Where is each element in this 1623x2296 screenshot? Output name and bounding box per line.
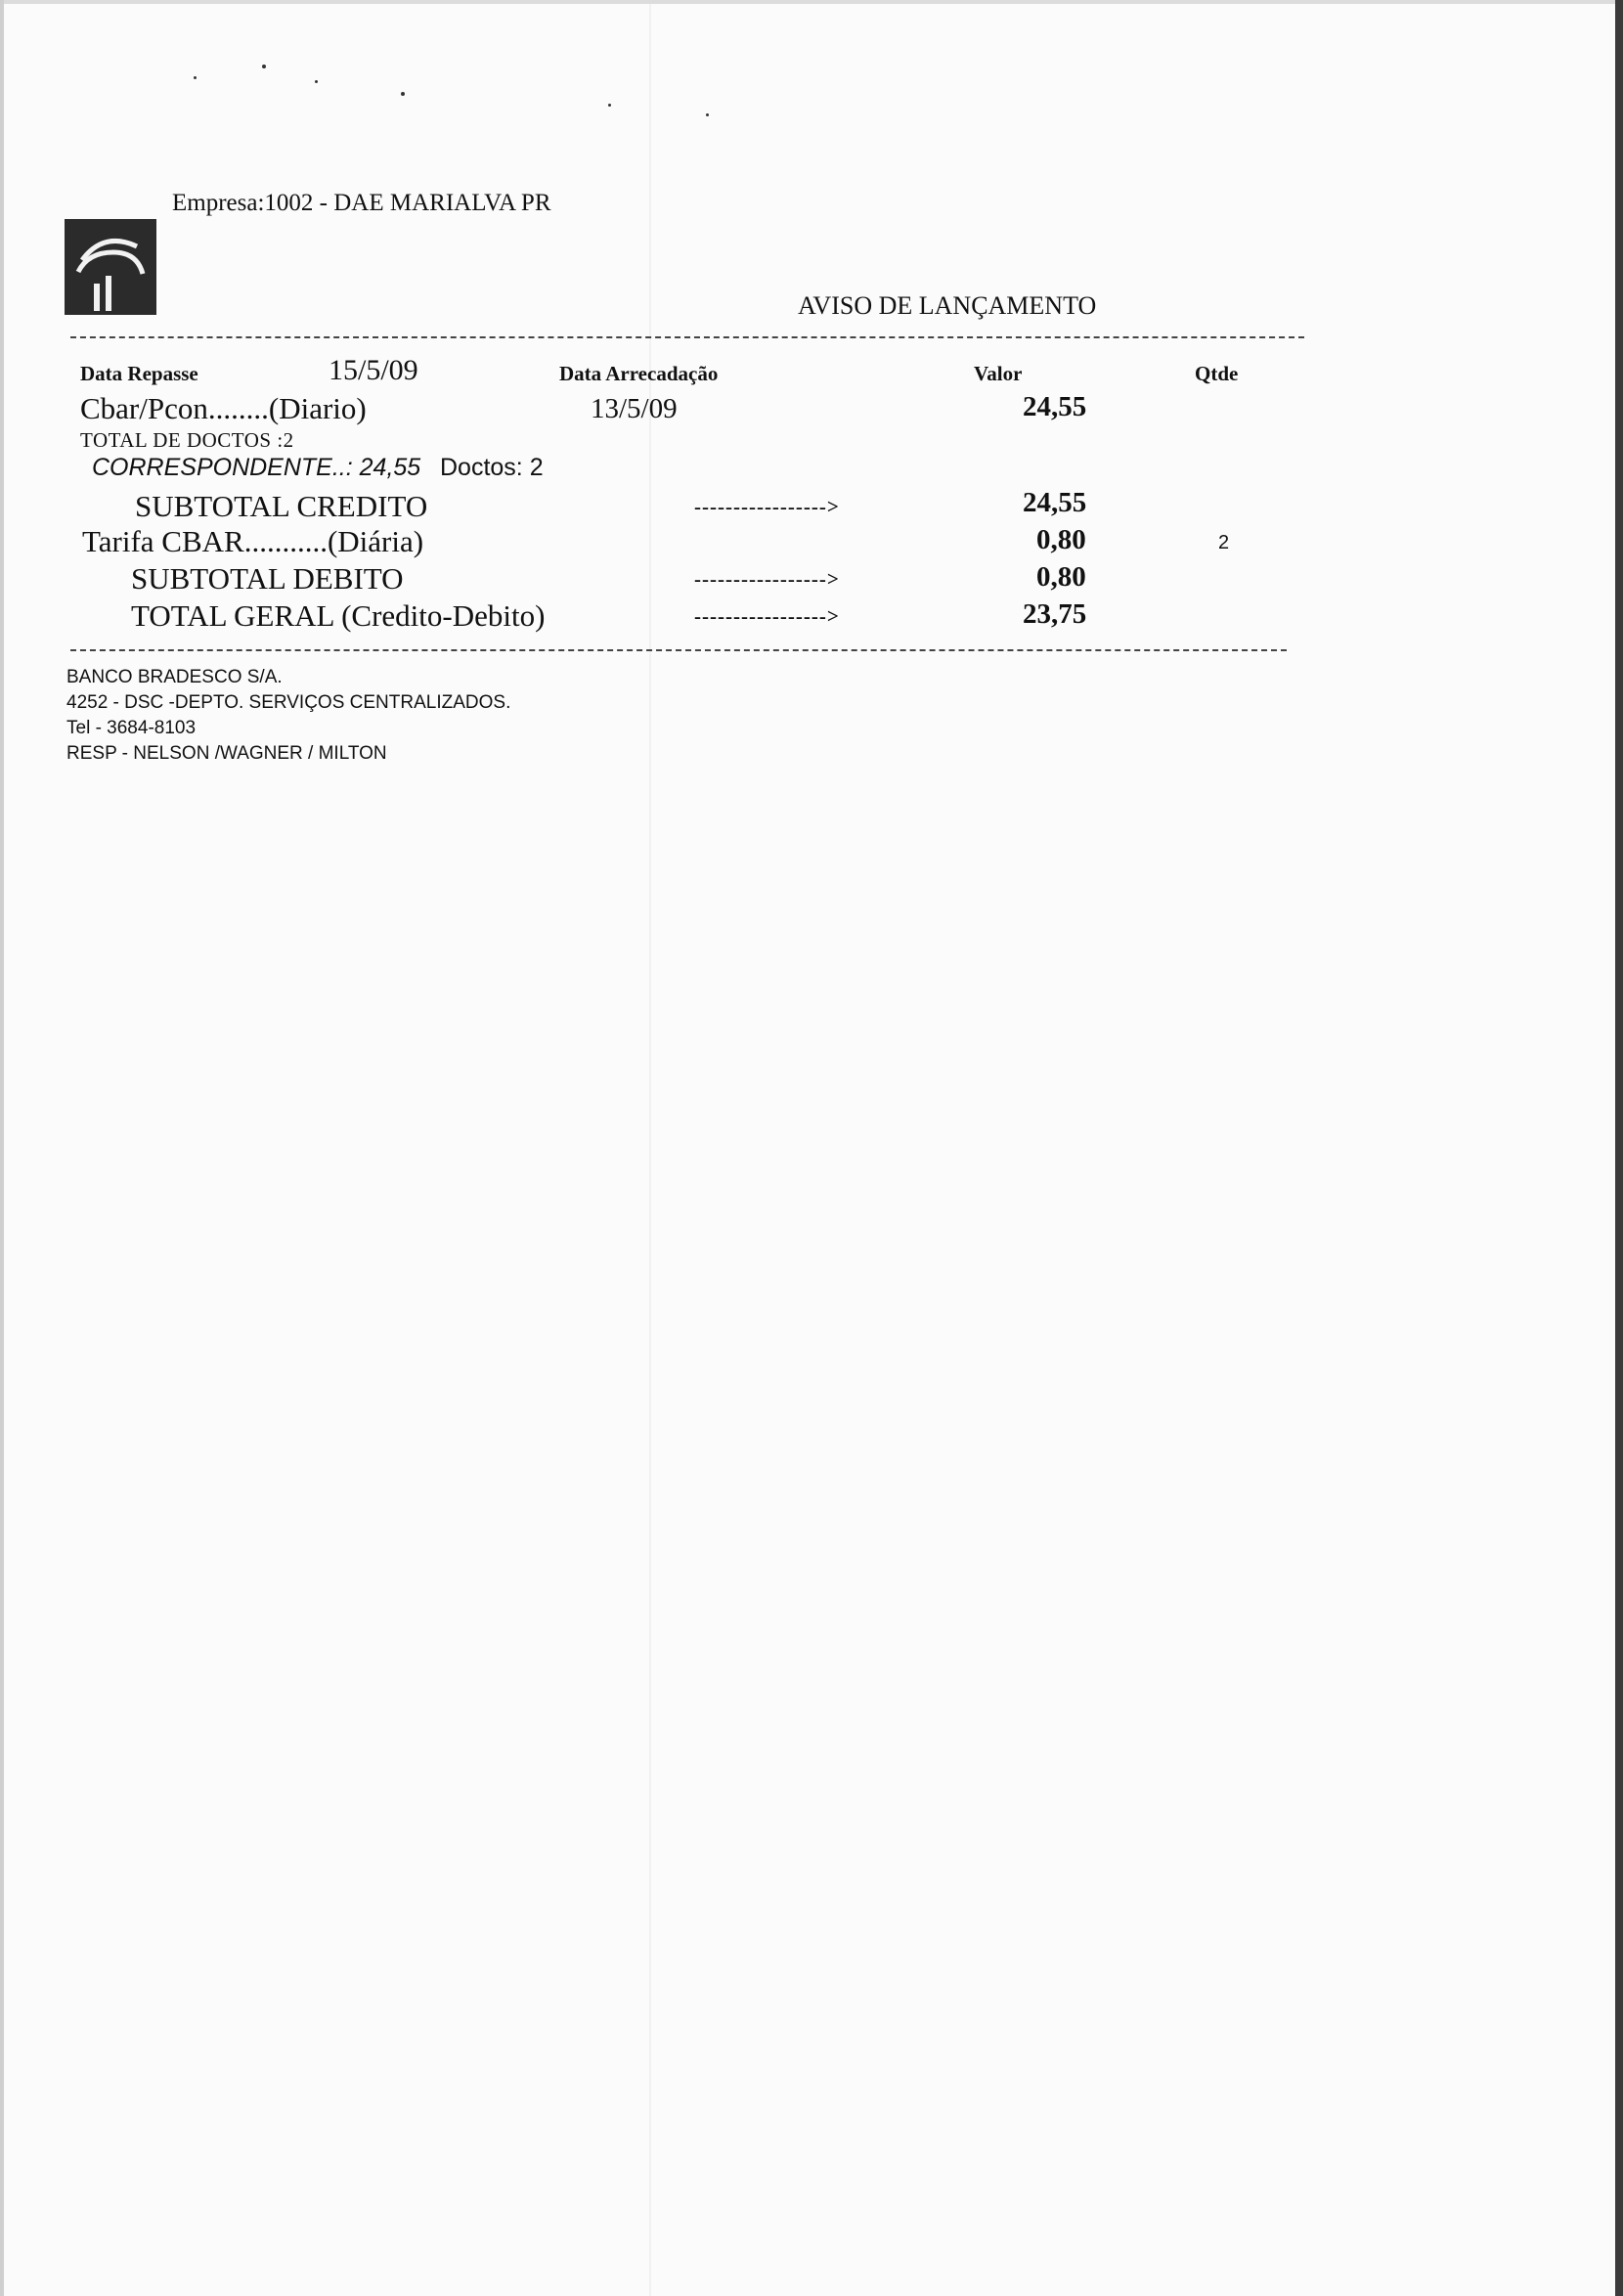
total-doctos: TOTAL DE DOCTOS :2 <box>80 428 294 452</box>
scan-speck <box>706 113 709 116</box>
tarifa-value: 0,80 <box>1036 524 1086 555</box>
document-page <box>4 4 1615 2296</box>
bradesco-logo-icon <box>65 219 156 315</box>
qtde-label: Qtde <box>1195 362 1239 385</box>
tarifa-label: Tarifa CBAR...........(Diária) <box>82 524 424 558</box>
footer-bank-name: BANCO BRADESCO S/A. <box>66 667 283 687</box>
doctos-count: Doctos: 2 <box>440 454 544 481</box>
empresa-line: Empresa:1002 - DAE MARIALVA PR <box>172 190 551 216</box>
subtotal-debito-value: 0,80 <box>1036 561 1086 593</box>
correspondente-text: CORRESPONDENTE..: 24,55 <box>92 454 421 481</box>
tarifa-qtde: 2 <box>1218 532 1230 553</box>
data-repasse-label: Data Repasse <box>80 362 198 385</box>
scan-speck <box>262 65 266 68</box>
cbar-row-label: Cbar/Pcon........(Diario) <box>80 391 367 425</box>
valor-label: Valor <box>974 362 1023 385</box>
data-arrecadacao-label: Data Arrecadação <box>559 362 719 385</box>
subtotal-credito-arrow: -----------------> <box>694 495 840 518</box>
divider-bottom <box>70 649 1287 651</box>
subtotal-credito-value: 24,55 <box>1023 487 1087 518</box>
footer-responsible: RESP - NELSON /WAGNER / MILTON <box>66 743 387 764</box>
total-geral-value: 23,75 <box>1023 598 1087 630</box>
cbar-row-date: 13/5/09 <box>591 393 678 424</box>
scan-speck <box>315 80 318 83</box>
subtotal-debito-arrow: -----------------> <box>694 567 840 591</box>
footer-department: 4252 - DSC -DEPTO. SERVIÇOS CENTRALIZADOS. <box>66 692 511 713</box>
total-geral-label: TOTAL GERAL (Credito-Debito) <box>131 598 546 633</box>
data-repasse-value: 15/5/09 <box>329 354 418 386</box>
subtotal-credito-label: SUBTOTAL CREDITO <box>135 489 428 523</box>
document-title: AVISO DE LANÇAMENTO <box>798 291 1097 320</box>
subtotal-debito-label: SUBTOTAL DEBITO <box>131 561 404 596</box>
cbar-row-value: 24,55 <box>1023 391 1087 422</box>
correspondente-line <box>92 454 420 482</box>
total-geral-arrow: -----------------> <box>694 604 840 628</box>
footer-phone: Tel - 3684-8103 <box>66 718 197 738</box>
scan-right-edge <box>1615 0 1623 2296</box>
scan-speck <box>194 76 197 79</box>
scan-speck <box>608 104 611 107</box>
paper-fold-line <box>649 4 651 2296</box>
scan-speck <box>401 92 405 96</box>
divider-top <box>70 336 1304 338</box>
